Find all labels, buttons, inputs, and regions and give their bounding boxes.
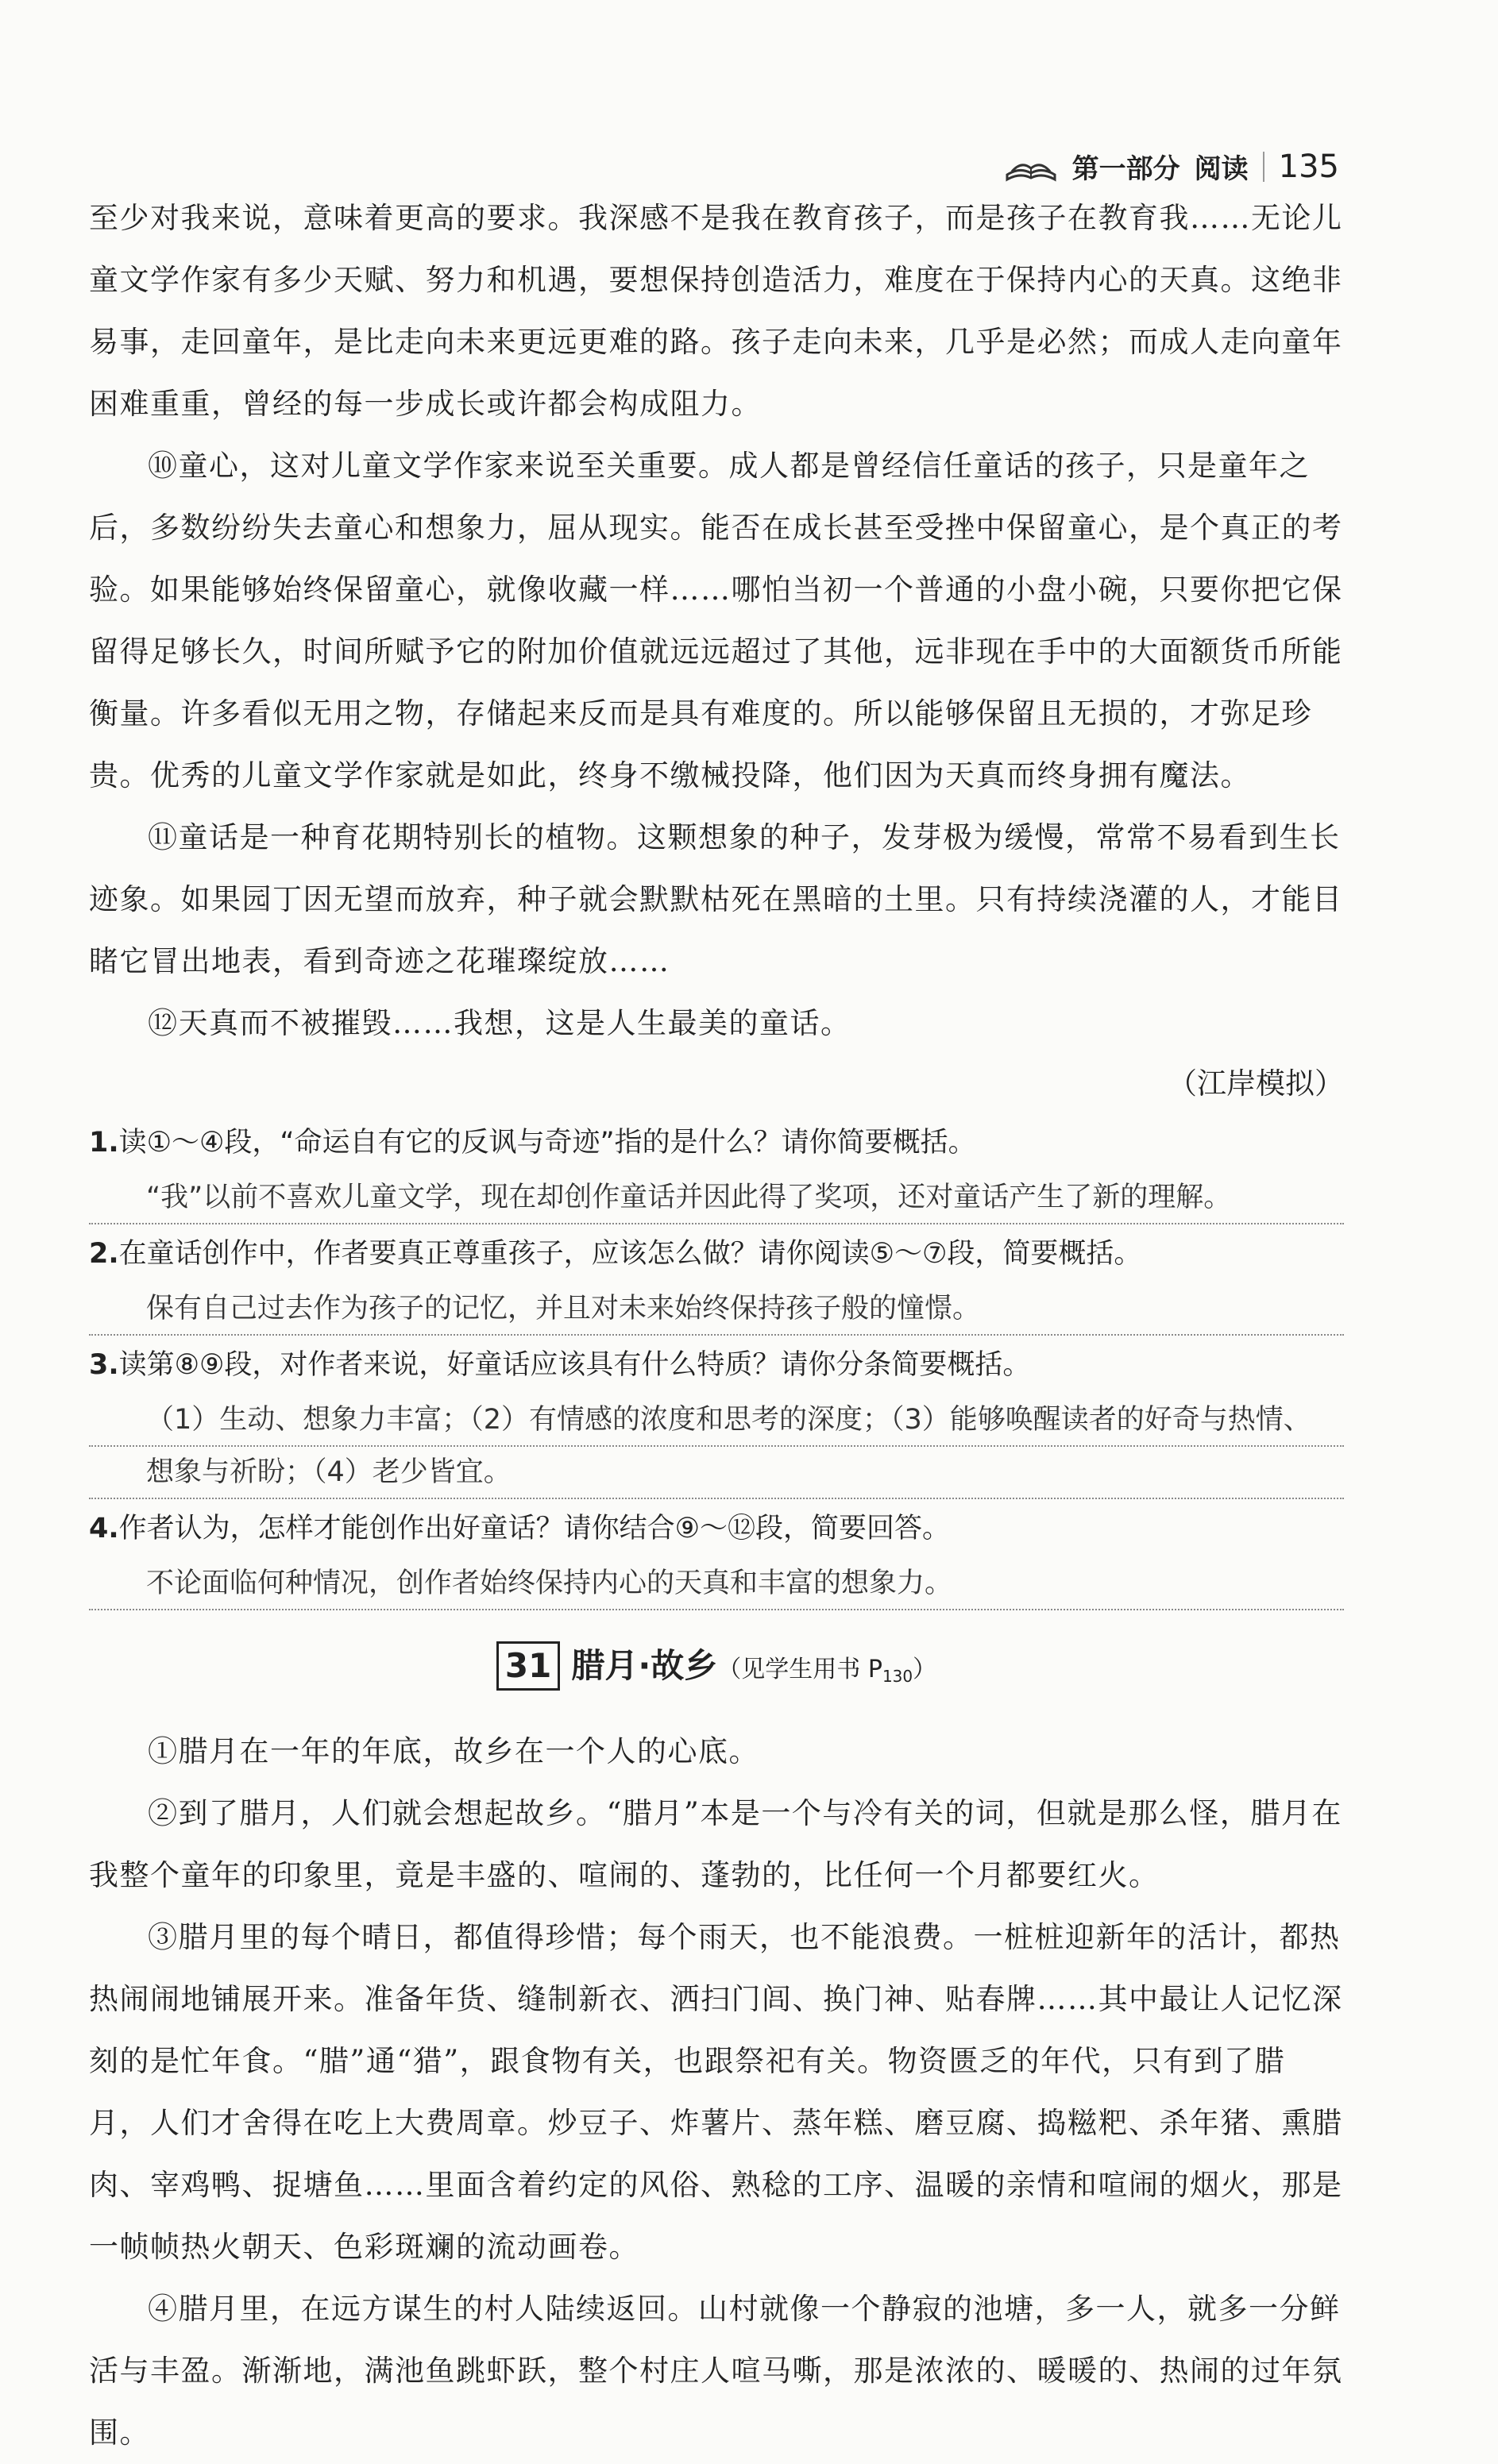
- paragraph-2: ②到了腊月，人们就会想起故乡。“腊月”本是一个与冷有关的词，但就是那么怪，腊月在我整个童年的印象里，竟是丰盛的、喧闹的、蓬勃的，比任何一个月都要红火。: [89, 1796, 1342, 1892]
- answer-3-line-2: 想象与祈盼；（4）老少皆宜。: [89, 1447, 1344, 1499]
- paragraph-continued: 至少对我来说，意味着更高的要求。我深感不是我在教育孩子，而是孩子在教育我……无论儿童文学作家有多少天赋、努力和机遇，要想保持创造活力，难度在于保持内心的天真。这绝非易事，走回童年，是比走向未来更远更难的路。孩子走向未来，几乎是必然；而成人走向童年困难重重，曾经的每一步成长或许都会构成阻力。: [89, 201, 1343, 421]
- section-reference: （见学生用书 $P_{130}$）: [717, 1656, 937, 1686]
- paragraph-3: ③腊月里的每个晴日，都值得珍惜；每个雨天，也不能浪费。一桩桩迎新年的活计，都热热闹闹地铺展开来。准备年货、缝制新衣、洒扫门闾、换门神、贴春牌……其中最让人记忆深刻的是忙年食。“腊”通“猎”，跟食物有关，也跟祭祀有关。物资匮乏的年代，只有到了腊月，人们才舍得在吃上大费周章。炒豆子、炸薯片、蒸年糕、磨豆腐、捣糍粑、杀年猪、熏腊肉、宰鸡鸭、捉塘鱼……里面含着约定的风俗、熟稔的工序、温暖的亲情和喧闹的烟火，那是一帧帧热火朝天、色彩斑斓的流动画卷。: [89, 1920, 1343, 2264]
- question-3: [89, 1336, 1344, 1394]
- question-text: 作者认为，怎样才能创作出好童话？请你结合⑨～⑫段，简要回答。: [118, 1513, 951, 1544]
- question-4: [89, 1499, 1344, 1558]
- paragraph-10: ⑩童心，这对儿童文学作家来说至关重要。成人都是曾经信任童话的孩子，只是童年之后，多数纷纷失去童心和想象力，屈从现实。能否在成长甚至受挫中保留童心，是个真正的考验。如果能够始终保留童心，就像收藏一样……哪怕当初一个普通的小盘小碗，只要你把它保留得足够长久，时间所赋予它的附加价值就远远超过了其他，远非现在手中的大面额货币所能衡量。许多看似无用之物，存储起来反而是具有难度的。所以能够保留且无损的，才弥足珍贵。优秀的儿童文学作家就是如此，终身不缴械投降，他们因为天真而终身拥有魔法。: [89, 449, 1343, 792]
- question-text: 读①～④段，“命运自有它的反讽与奇迹”指的是什么？请你简要概括。: [118, 1127, 976, 1159]
- question-2: [89, 1224, 1344, 1283]
- paragraph-1: ①腊月在一年的年底，故乡在一个人的心底。: [148, 1734, 759, 1768]
- question-number: 2.: [89, 1238, 119, 1270]
- question-number: 4.: [89, 1513, 119, 1544]
- section-name: 腊月·故乡: [571, 1646, 718, 1685]
- header-part: 第一部分: [1071, 153, 1180, 185]
- question-number: 3.: [89, 1349, 119, 1381]
- header-divider: [1263, 152, 1264, 182]
- paragraph-11: ⑪童话是一种育花期特别长的植物。这颗想象的种子，发芽极为缓慢，常常不易看到生长迹象。如果园丁因无望而放弃，种子就会默默枯死在黑暗的土里。只有持续浇灌的人，才能目睹它冒出地表，看到奇迹之花璀璨绽放……: [89, 820, 1343, 978]
- page-number: 135: [1278, 148, 1339, 185]
- question-number: 1.: [89, 1127, 119, 1159]
- question-1: [89, 1113, 1344, 1172]
- answer-3-line-1: （1）生动、想象力丰富；（2）有情感的浓度和思考的深度；（3）能够唤醒读者的好奇与热情、: [89, 1394, 1344, 1447]
- book-icon: [1004, 151, 1058, 183]
- answer-1: “我”以前不喜欢儿童文学，现在却创作童话并因此得了奖项，还对童话产生了新的理解。: [89, 1172, 1344, 1224]
- section-title: [89, 1634, 1344, 1708]
- header-section: 阅读: [1194, 153, 1249, 185]
- answer-2: 保有自己过去作为孩子的记忆，并且对未来始终保持孩子般的憧憬。: [89, 1283, 1344, 1336]
- question-text: 读第⑧⑨段，对作者来说，好童话应该具有什么特质？请你分条简要概括。: [118, 1349, 1031, 1381]
- paragraph-4: ④腊月里，在远方谋生的村人陆续返回。山村就像一个静寂的池塘，多一人，就多一分鲜活与丰盈。渐渐地，满池鱼跳虾跃，整个村庄人喧马嘶，那是浓浓的、暖暖的、热闹的过年氛围。: [89, 2292, 1343, 2450]
- answer-4: 不论面临何种情况，创作者始终保持内心的天真和丰富的想象力。: [89, 1558, 1344, 1610]
- question-text: 在童话创作中，作者要真正尊重孩子，应该怎么做？请你阅读⑤～⑦段，简要概括。: [118, 1238, 1142, 1270]
- paragraph-12: ⑫天真而不被摧毁……我想，这是人生最美的童话。: [148, 1006, 851, 1040]
- page-header: [1004, 147, 1339, 186]
- section-number: 31: [496, 1641, 560, 1691]
- page-content: [89, 187, 1344, 2464]
- source-attribution: （江岸模拟）: [1168, 1066, 1344, 1101]
